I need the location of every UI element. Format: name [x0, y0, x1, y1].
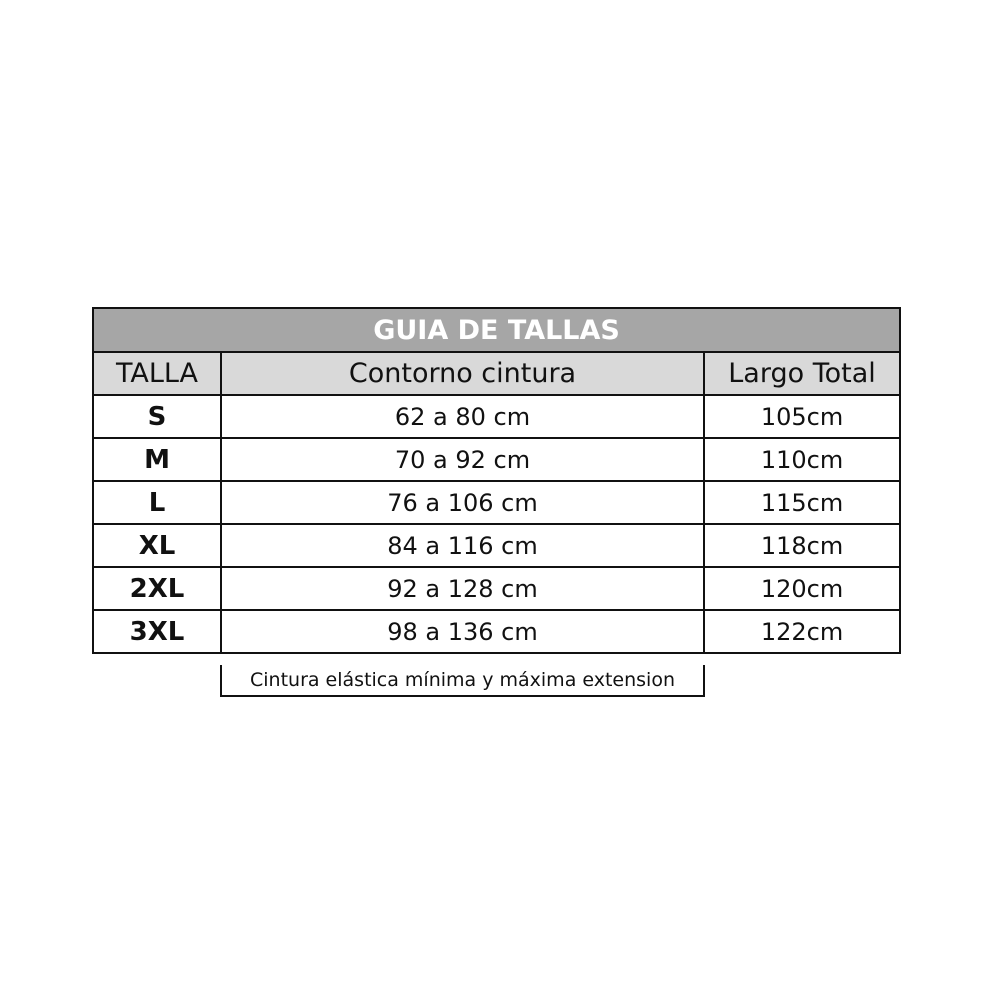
size-cell: XL [93, 524, 221, 567]
size-cell: 2XL [93, 567, 221, 610]
length-cell: 120cm [704, 567, 900, 610]
size-cell: S [93, 395, 221, 438]
header-row [93, 352, 900, 395]
table-row [93, 438, 900, 481]
table-row [93, 567, 900, 610]
length-cell: 110cm [704, 438, 900, 481]
table-title: GUIA DE TALLAS [93, 308, 900, 352]
size-cell: 3XL [93, 610, 221, 653]
waist-cell: 84 a 116 cm [221, 524, 704, 567]
waist-cell: 70 a 92 cm [221, 438, 704, 481]
size-cell: L [93, 481, 221, 524]
header-size: TALLA [93, 352, 221, 395]
table-row [93, 395, 900, 438]
size-cell: M [93, 438, 221, 481]
waist-cell: 98 a 136 cm [221, 610, 704, 653]
waist-cell: 92 a 128 cm [221, 567, 704, 610]
length-cell: 105cm [704, 395, 900, 438]
title-row [93, 308, 900, 352]
header-length: Largo Total [704, 352, 900, 395]
length-cell: 122cm [704, 610, 900, 653]
table-row [93, 524, 900, 567]
table-row [93, 481, 900, 524]
header-waist: Contorno cintura [221, 352, 704, 395]
waist-note: Cintura elástica mínima y máxima extension [220, 665, 705, 697]
waist-cell: 76 a 106 cm [221, 481, 704, 524]
waist-cell: 62 a 80 cm [221, 395, 704, 438]
table-row [93, 610, 900, 653]
length-cell: 118cm [704, 524, 900, 567]
size-guide-table [92, 307, 901, 654]
length-cell: 115cm [704, 481, 900, 524]
